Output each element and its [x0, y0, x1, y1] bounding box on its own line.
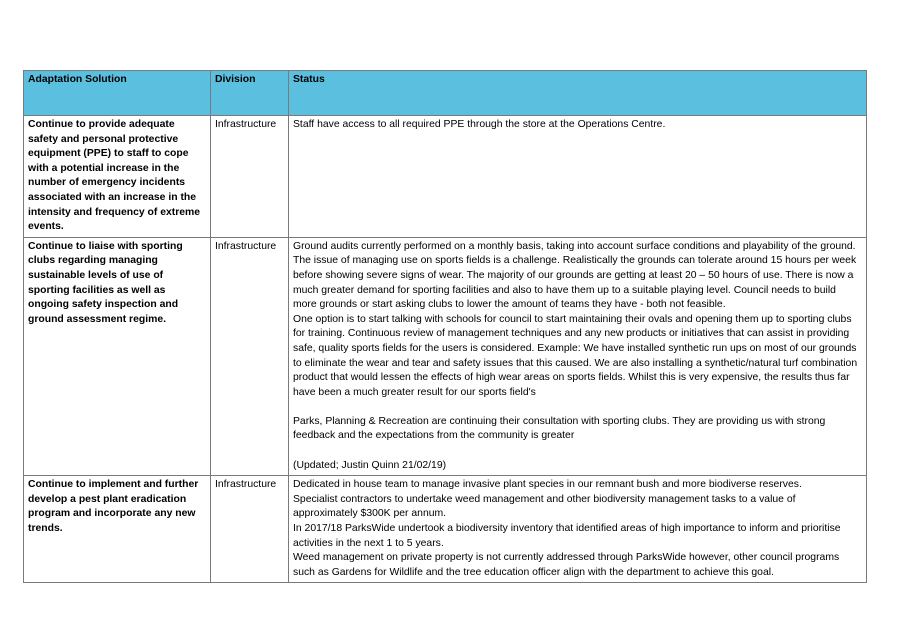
division-cell: Infrastructure [211, 116, 289, 238]
division-cell: Infrastructure [211, 476, 289, 583]
table-row [24, 116, 867, 238]
status-paragraph: One option is to start talking with schools for council to start maintaining their ovals and opening them up to sporting clubs for training. Continuous review of management techniques and any new products or initiatives that can assist in providing safe, quality sports fields for the users is considered. Example: We have installed synthetic run ups on most of our grounds to eliminate the wear and tear and safety issues that this caused. We are also installing a synthetic/natural turf combination product that would lessen the effects of high wear areas on sports fields. Whilst this is very expensive, the results thus far have been a much greater result for our sports field's [293, 313, 858, 398]
status-cell [289, 116, 867, 238]
status-paragraph: Parks, Planning & Recreation are continuing their consultation with sporting clubs. They are providing us with strong feedback and the expectations from the community is greater [293, 415, 826, 442]
division-cell: Infrastructure [211, 237, 289, 476]
table-row [24, 476, 867, 583]
solution-cell: Continue to provide adequate safety and personal protective equipment (PPE) to staff to cope with a potential increase in the number of emergency incidents associated with an increase in the intensity and frequency of extreme events. [24, 116, 211, 238]
status-cell [289, 476, 867, 583]
status-paragraph: Staff have access to all required PPE through the store at the Operations Centre. [293, 119, 666, 130]
adaptation-table [23, 70, 867, 583]
status-paragraph: Dedicated in house team to manage invasive plant species in our remnant bush and more biodiverse reserves. [293, 479, 802, 491]
header-status: Status [289, 71, 867, 116]
solution-cell: Continue to liaise with sporting clubs regarding managing sustainable levels of use of sporting facilities as well as ongoing safety inspection and ground assessment regime. [24, 237, 211, 476]
status-paragraph: In 2017/18 ParksWide undertook a biodiversity inventory that identified areas of high importance to inform and prioritise activities in the next 1 to 5 years. [293, 523, 841, 549]
table-row [24, 237, 867, 476]
status-cell [289, 237, 867, 476]
header-adaptation-solution: Adaptation Solution [24, 71, 211, 116]
status-paragraph: Weed management on private property is not currently addressed through ParksWide however, other council programs such as Gardens for Wildlife and the tree education officer align with the department to achieve this goal. [293, 552, 840, 578]
status-paragraph: Ground audits currently performed on a monthly basis, taking into account surface conditions and playability of the ground. The issue of managing use on sports fields is a challenge. Realistically the grounds can tolerate around 15 hours per week before showing severe signs of wear. The majority of our grounds are getting at least 20 – 50 hours of use. There is now a much greater demand for sporting facilities and also to have them up to a suitable playing level. Council needs to build more grounds or start asking clubs to lower the amount of teams they have - both not feasible. [293, 240, 857, 311]
update-note: (Updated; Justin Quinn 21/02/19) [293, 459, 447, 471]
header-row [24, 71, 867, 116]
status-paragraph: Specialist contractors to undertake weed management and other biodiversity management tasks to a value of approximately $300K per annum. [293, 493, 796, 520]
header-division: Division [211, 71, 289, 116]
solution-cell: Continue to implement and further develop a pest plant eradication program and incorporate any new trends. [24, 476, 211, 583]
